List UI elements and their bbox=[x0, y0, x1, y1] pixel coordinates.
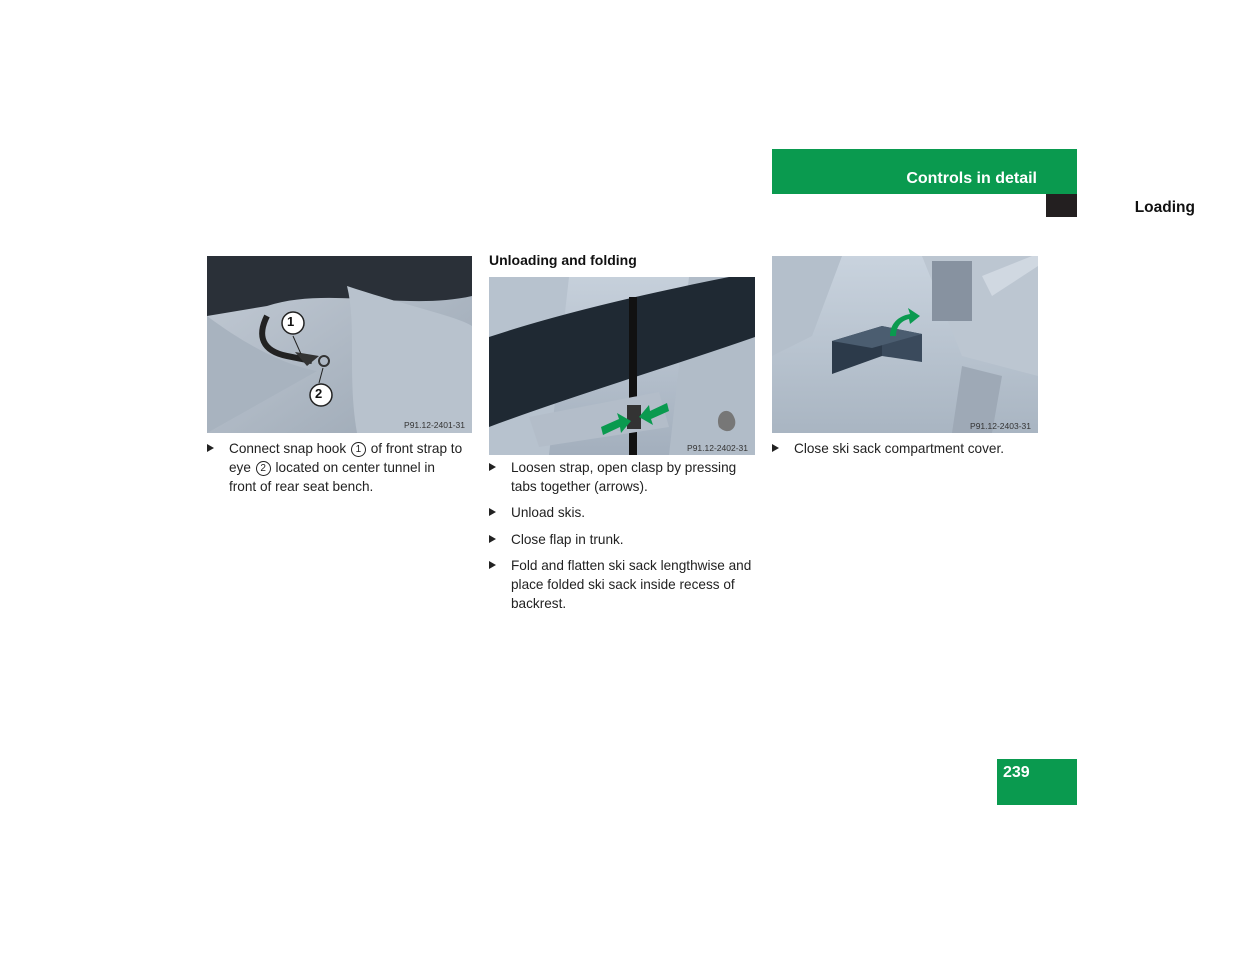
figure-strap-clasp bbox=[489, 277, 755, 455]
snap-hook-illustration bbox=[207, 256, 472, 433]
bullet-icon bbox=[489, 508, 496, 516]
bullet-icon bbox=[772, 444, 779, 452]
bullet-icon bbox=[489, 535, 496, 543]
step-fold-ski-sack: Fold and flatten ski sack lengthwise and place folded ski sack inside recess of backrest. bbox=[489, 556, 755, 613]
bullet-icon bbox=[489, 463, 496, 471]
callout-2-label: 2 bbox=[315, 386, 323, 401]
figure-code: P91.12-2402-31 bbox=[687, 443, 748, 453]
bullet-icon bbox=[489, 561, 496, 569]
ref-callout-2: 2 bbox=[256, 461, 271, 476]
subsection-title: Loading bbox=[1134, 199, 1195, 216]
step-loosen-strap: Loosen strap, open clasp by pressing tabs together (arrows). bbox=[489, 458, 755, 496]
figure-code: P91.12-2401-31 bbox=[404, 420, 465, 430]
callout-1-label: 1 bbox=[287, 314, 295, 329]
strap-clasp-illustration bbox=[489, 277, 755, 455]
step-unload-skis: Unload skis. bbox=[489, 503, 755, 522]
step-connect-snap-hook: Connect snap hook 1 of front strap to eye 2 located on center tunnel in front of rear seat bench. bbox=[207, 439, 475, 496]
section-heading: Unloading and folding bbox=[489, 252, 637, 268]
figure-compartment-cover bbox=[772, 256, 1038, 433]
step-close-compartment: Close ski sack compartment cover. bbox=[772, 439, 1038, 458]
compartment-cover-illustration bbox=[772, 256, 1038, 433]
section-title: Controls in detail bbox=[906, 170, 1037, 187]
ref-callout-1: 1 bbox=[351, 442, 366, 457]
bullet-icon bbox=[207, 444, 214, 452]
figure-snap-hook bbox=[207, 256, 472, 433]
step-close-flap: Close flap in trunk. bbox=[489, 530, 755, 549]
header-marker bbox=[1046, 194, 1077, 217]
header-tab bbox=[772, 149, 1077, 194]
page-number: 239 bbox=[1003, 764, 1030, 781]
page-number-box bbox=[997, 759, 1077, 805]
figure-code: P91.12-2403-31 bbox=[970, 421, 1031, 431]
